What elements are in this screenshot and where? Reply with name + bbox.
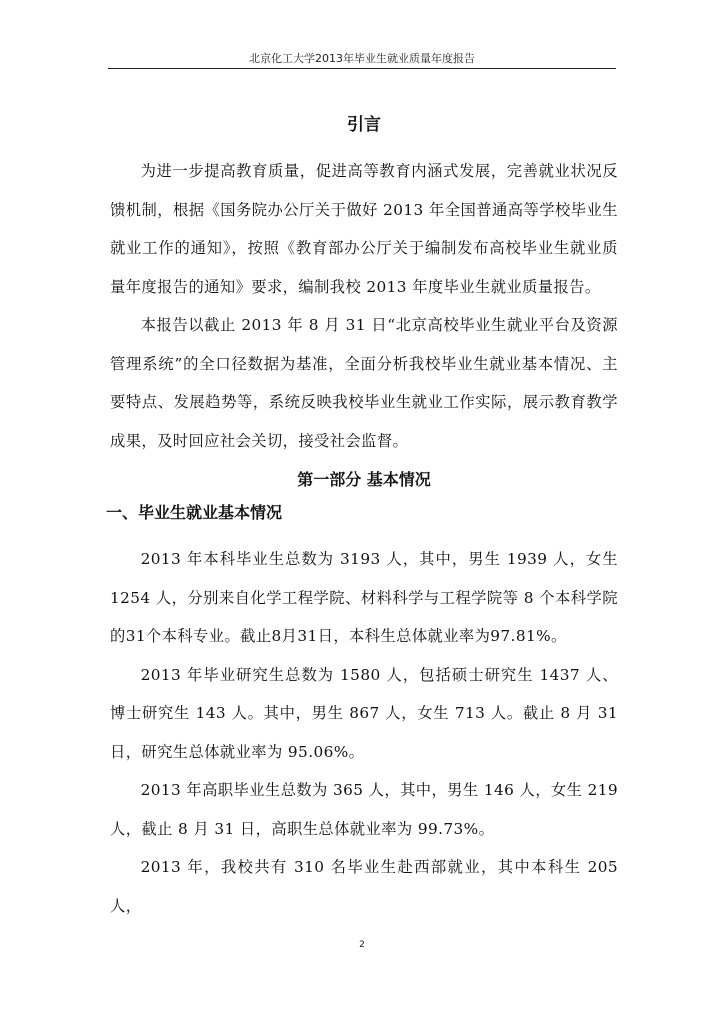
running-header: 北京化工大学2013年毕业生就业质量年度报告	[249, 52, 475, 65]
graduate-paragraph: 2013 年毕业研究生总数为 1580 人，包括硕士研究生 1437 人、博士研究生 143 人。其中，男生 867 人，女生 713 人。截止 8 月 31 日，研究生总体就业率为 95.06%。	[110, 665, 618, 761]
header-rule	[108, 68, 616, 69]
intro-heading: 引言	[347, 115, 381, 135]
undergrad-paragraph: 2013 年本科毕业生总数为 3193 人，其中，男生 1939 人，女生 1254 人，分别来自化学工程学院、材料科学与工程学院等 8 个本科学院的31个本科专业。截止8月31日，本科生总体就业率为97.81%。	[110, 550, 618, 645]
western-employment-paragraph: 2013 年，我校共有 310 名毕业生赴西部就业，其中本科生 205 人，	[110, 858, 618, 915]
vocational-paragraph: 2013 年高职毕业生总数为 365 人，其中，男生 146 人，女生 219 人，截止 8 月 31 日，高职生总体就业率为 99.73%。	[110, 781, 618, 838]
page-number: 2	[359, 940, 365, 950]
section1-heading: 一、毕业生就业基本情况	[106, 503, 283, 522]
part1-heading: 第一部分 基本情况	[297, 470, 431, 489]
intro-paragraph-2: 本报告以截止 2013 年 8 月 31 日“北京高校毕业生就业平台及资源管理系统”的全口径数据为基准，全面分析我校毕业生就业基本情况、主要特点、发展趋势等，系统反映我校毕业生就业工作实际，展示教育教学成果，及时回应社会关切，接受社会监督。	[110, 316, 618, 450]
page-body	[106, 110, 618, 925]
intro-paragraph-1: 为进一步提高教育质量，促进高等教育内涵式发展，完善就业状况反馈机制，根据《国务院办公厅关于做好 2013 年全国普通高等学校毕业生就业工作的通知》，按照《教育部办公厅关于编制发布高校毕业生就业质量年度报告的通知》要求，编制我校 2013 年度毕业生就业质量报告。	[110, 162, 618, 296]
